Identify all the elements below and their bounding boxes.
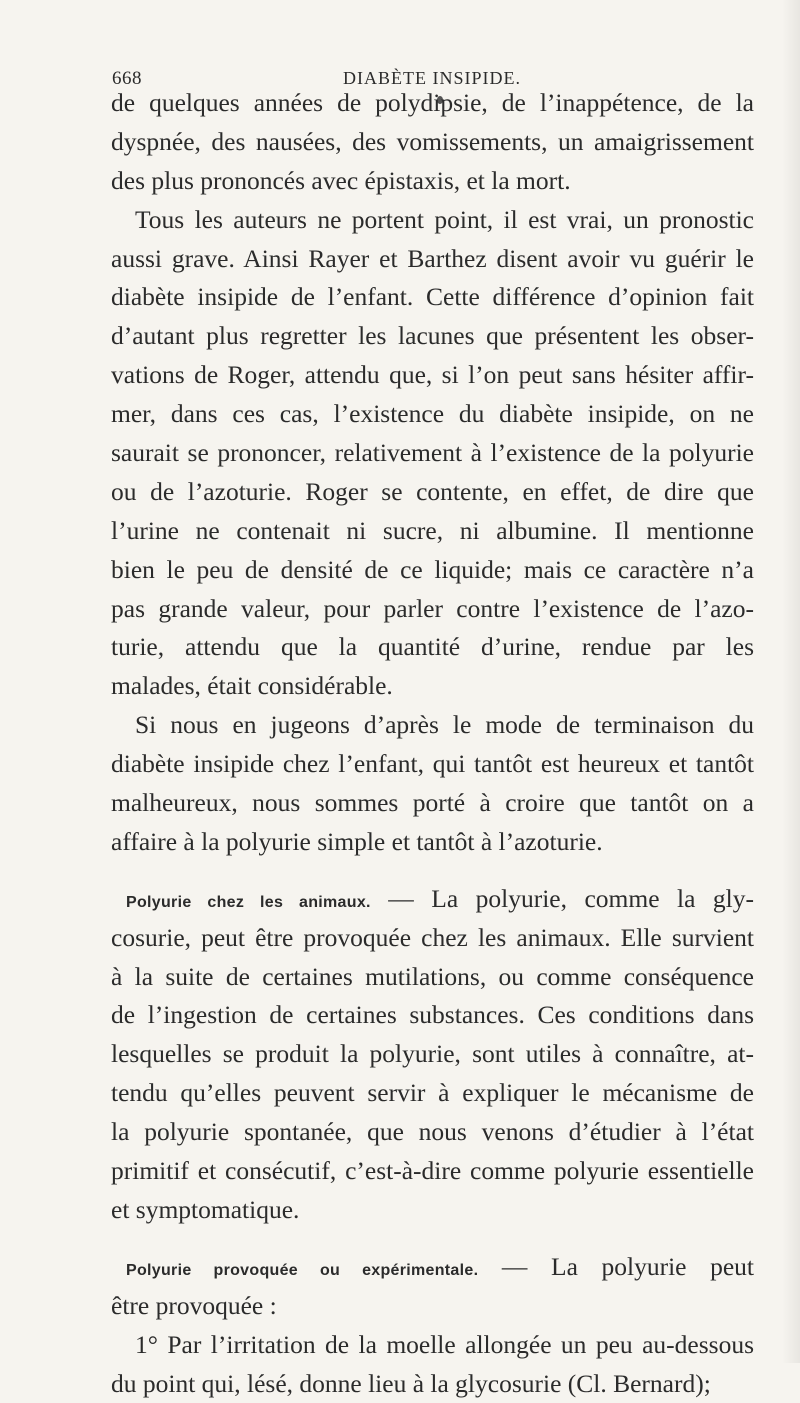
text-line: tendu qu’elles peuvent servir à expliquer le mécanisme de (111, 1074, 754, 1113)
text-line: du point qui, lésé, donne lieu à la glycosurie (Cl. Bernard); (111, 1365, 754, 1403)
text-line: être provoquée : (111, 1287, 754, 1326)
section-first-line (111, 880, 754, 919)
running-title: DIABÈTE INSIPIDE. (112, 68, 752, 89)
text-line: de l’ingestion de certaines substances. Ces conditions dans (111, 996, 754, 1035)
text-line: cosurie, peut être provoquée chez les animaux. Elle survient (111, 919, 754, 958)
text-line: lesquelles se produit la polyurie, sont utiles à connaître, at- (111, 1035, 754, 1074)
text-line: aussi grave. Ainsi Rayer et Barthez disent avoir vu guérir le (111, 240, 754, 279)
text-line: 1° Par l’irritation de la moelle allongée un peu au-dessous (111, 1326, 754, 1365)
text-line: la polyurie spontanée, que nous venons d’étudier à l’état (111, 1113, 754, 1152)
section-first-line (111, 1248, 754, 1287)
text-line: affaire à la polyurie simple et tantôt à l’azoturie. (111, 823, 754, 862)
text-line: saurait se prononcer, relativement à l’existence de la polyurie (111, 434, 754, 473)
text-line: à la suite de certaines mutilations, ou comme conséquence (111, 958, 754, 997)
text-line: primitif et consécutif, c’est-à-dire comme polyurie essentielle (111, 1152, 754, 1191)
text-line: et symptomatique. (111, 1191, 754, 1230)
page-number: 668 (112, 68, 142, 90)
page-edge-shadow (782, 0, 800, 1363)
text-line: dyspnée, des nausées, des vomissements, un amaigrissement (111, 123, 754, 162)
text-line: ou de l’azoturie. Roger se contente, en effet, de dire que (111, 473, 754, 512)
section-heading: Polyurie provoquée ou expérimentale. (126, 1262, 478, 1279)
text-line: malheureux, nous sommes porté à croire que tantôt on a (111, 784, 754, 823)
text-line: malades, était considérable. (111, 667, 754, 706)
text-line: turie, attendu que la quantité d’urine, rendue par les (111, 628, 754, 667)
text-line: l’urine ne contenait ni sucre, ni albumine. Il mentionne (111, 512, 754, 551)
paragraph-block (111, 84, 754, 862)
body-text (111, 84, 754, 1403)
text-line: diabète insipide de l’enfant. Cette différence d’opinion fait (111, 278, 754, 317)
section-experimentale (111, 1248, 754, 1403)
text-line: diabète insipide chez l’enfant, qui tantôt est heureux et tantôt (111, 745, 754, 784)
section-animaux (111, 880, 754, 1230)
text-line: de quelques années de polydipsie, de l’inappétence, de la (111, 84, 754, 123)
text-line: des plus prononcés avec épistaxis, et la mort. (111, 162, 754, 201)
section-lead-text: — La polyurie, comme la gly- (371, 884, 754, 913)
text-line: bien le peu de densité de ce liquide; mais ce caractère n’a (111, 551, 754, 590)
text-line: Si nous en jugeons d’après le mode de terminaison du (111, 706, 754, 745)
text-line: Tous les auteurs ne portent point, il est vrai, un pronostic (111, 201, 754, 240)
text-line: d’autant plus regretter les lacunes que présentent les obser- (111, 317, 754, 356)
section-heading: Polyurie chez les animaux. (126, 894, 371, 911)
section-lead-text: — La polyurie peut (478, 1252, 754, 1281)
text-line: pas grande valeur, pour parler contre l’existence de l’azo- (111, 590, 754, 629)
text-line: vations de Roger, attendu que, si l’on peut sans hésiter affir- (111, 356, 754, 395)
text-line: mer, dans ces cas, l’existence du diabète insipide, on ne (111, 395, 754, 434)
